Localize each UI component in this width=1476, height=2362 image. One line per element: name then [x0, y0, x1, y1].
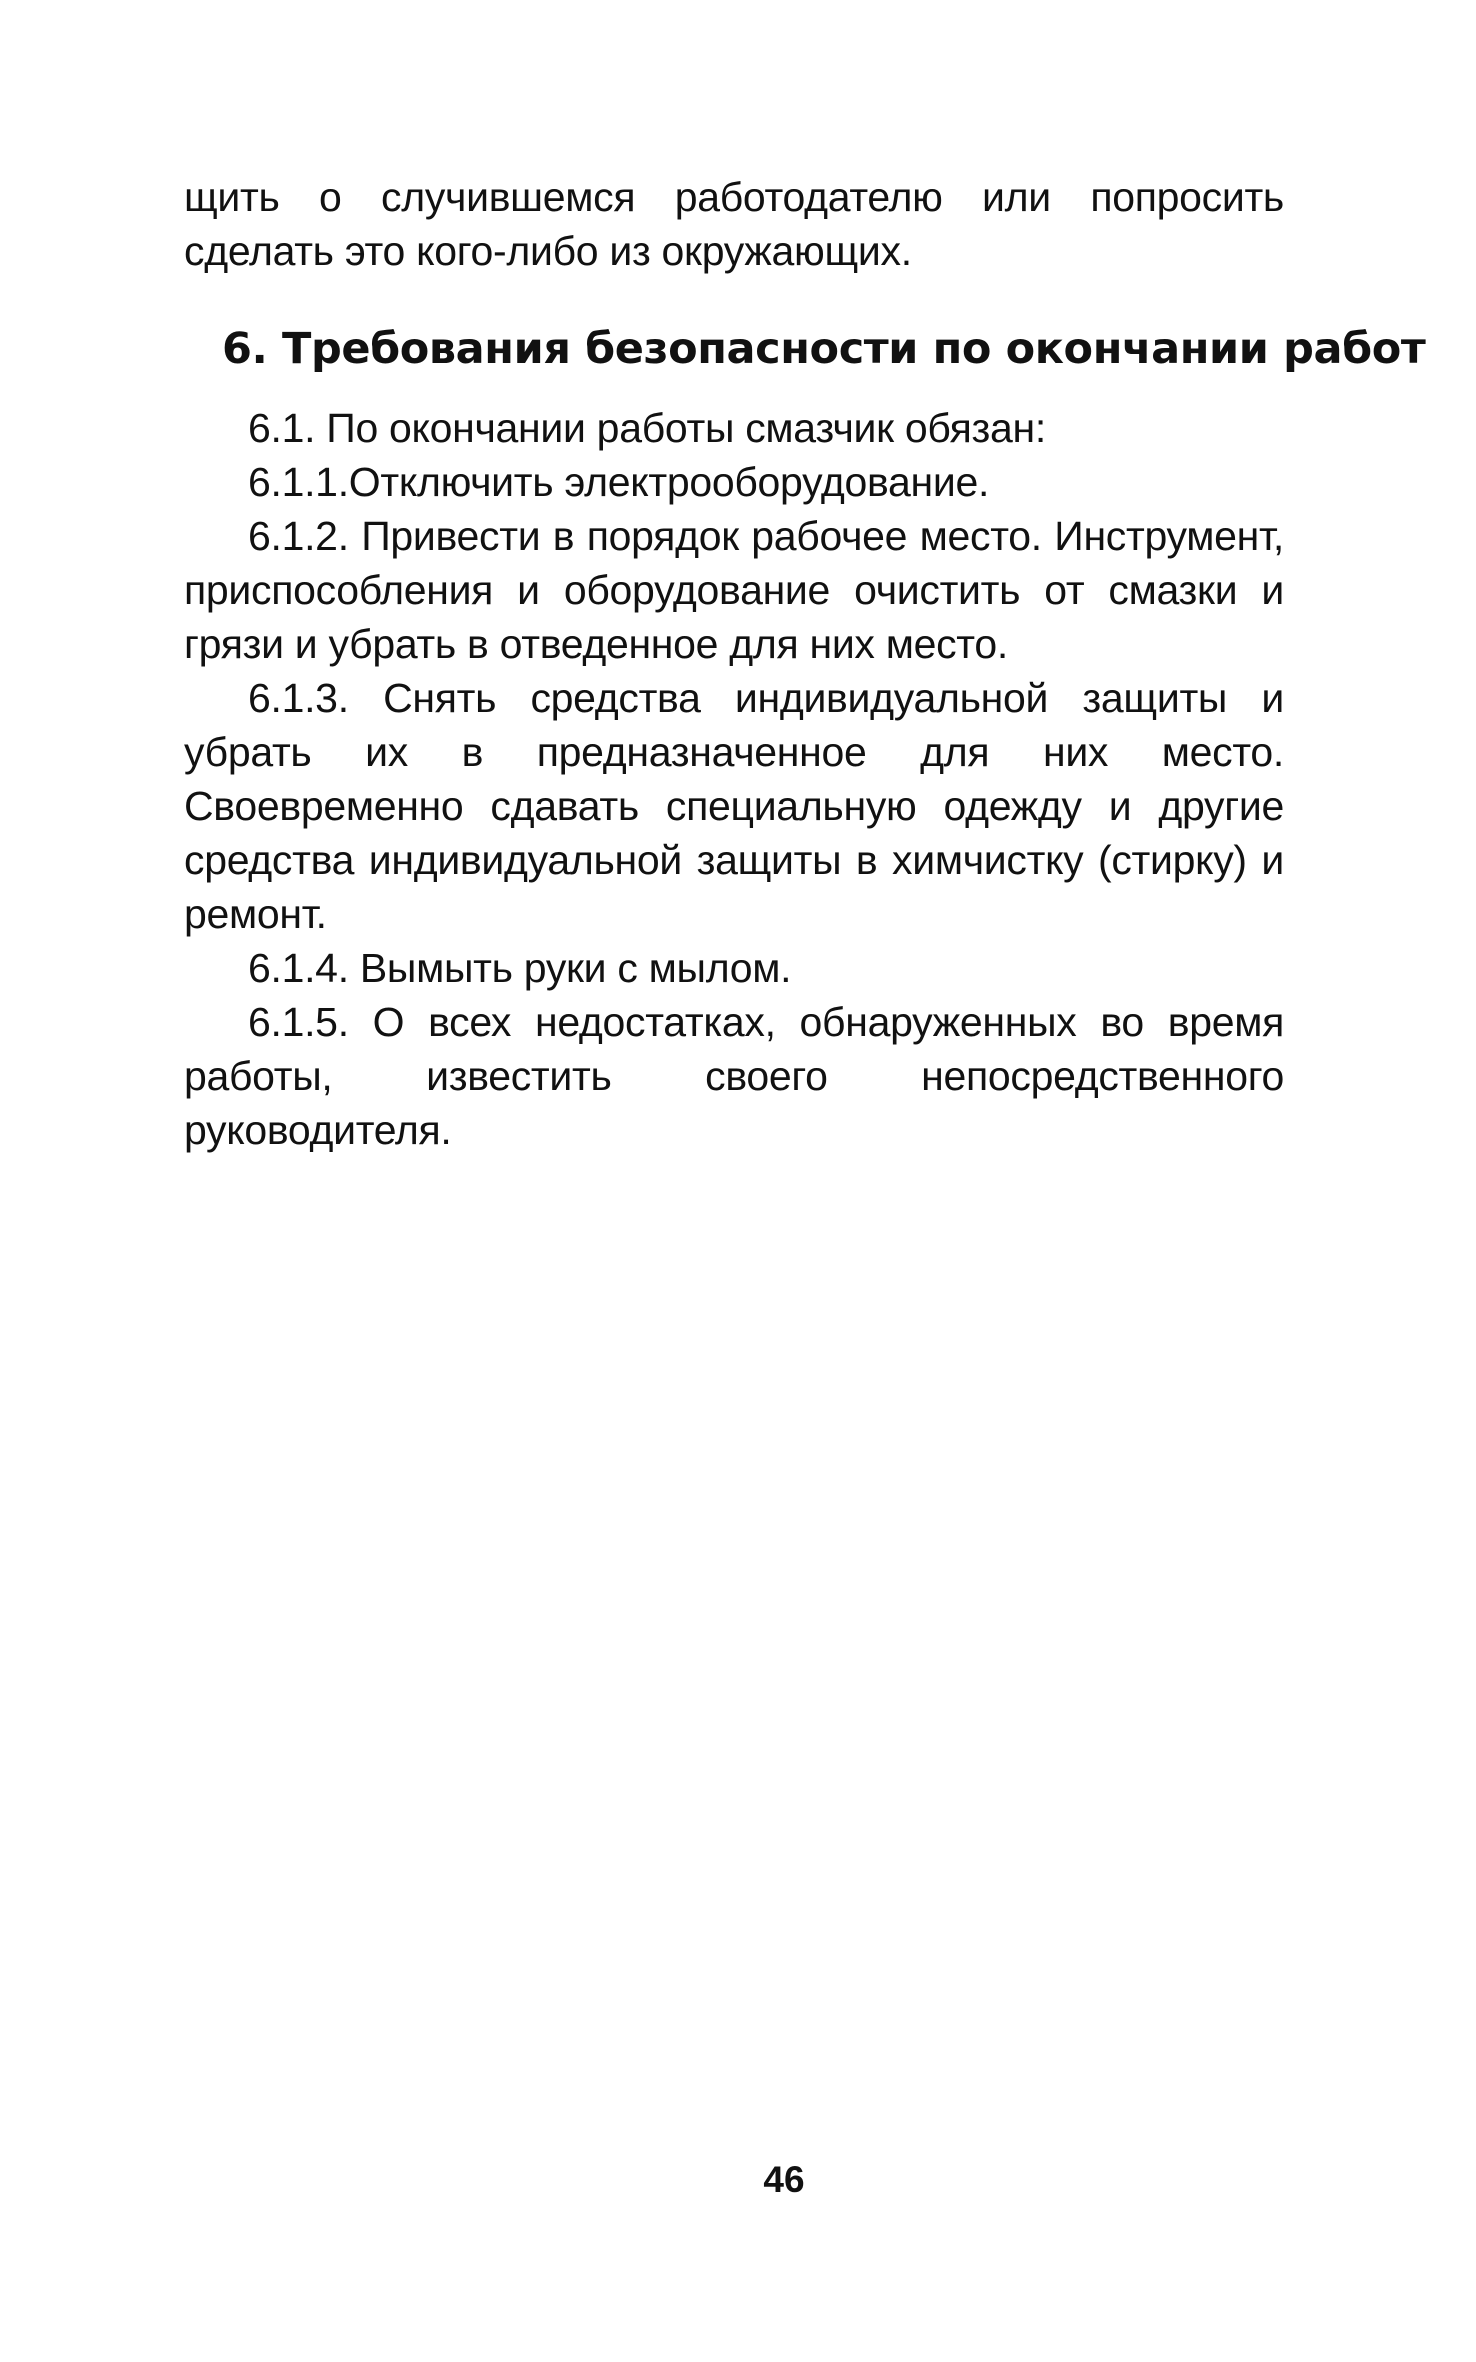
section-body	[184, 401, 1284, 1157]
paragraph-6-1-1: 6.1.1.Отключить электрооборудование.	[248, 459, 990, 505]
paragraph-6-1-3: 6.1.3. Снять средства индивидуальной защиты и убрать их в предназначенное для них место. Своевременно сдавать специальную одежду и другие средства индивидуальной защиты в химчистку (стирку) и ремонт.	[184, 675, 1284, 937]
continuation-text: щить о случившемся работодателю или попросить сделать это кого-либо из окружающих.	[184, 174, 1284, 274]
paragraph-6-1: 6.1. По окончании работы смазчик обязан:	[248, 405, 1046, 451]
paragraph-6-1-2: 6.1.2. Привести в порядок рабочее место. Инструмент, приспособления и оборудование очистить от смазки и грязи и убрать в отведенное для них место.	[184, 513, 1284, 667]
paragraph-6-1-4: 6.1.4. Вымыть руки с мылом.	[248, 945, 792, 991]
section-heading: 6. Требования безопасности по окончании работ	[222, 324, 1426, 374]
page-number: 46	[763, 2159, 805, 2200]
continuation-paragraph	[184, 170, 1284, 278]
paragraph-6-1-5: 6.1.5. О всех недостатках, обнаруженных во время работы, известить своего непосредственного руководителя.	[184, 999, 1284, 1153]
